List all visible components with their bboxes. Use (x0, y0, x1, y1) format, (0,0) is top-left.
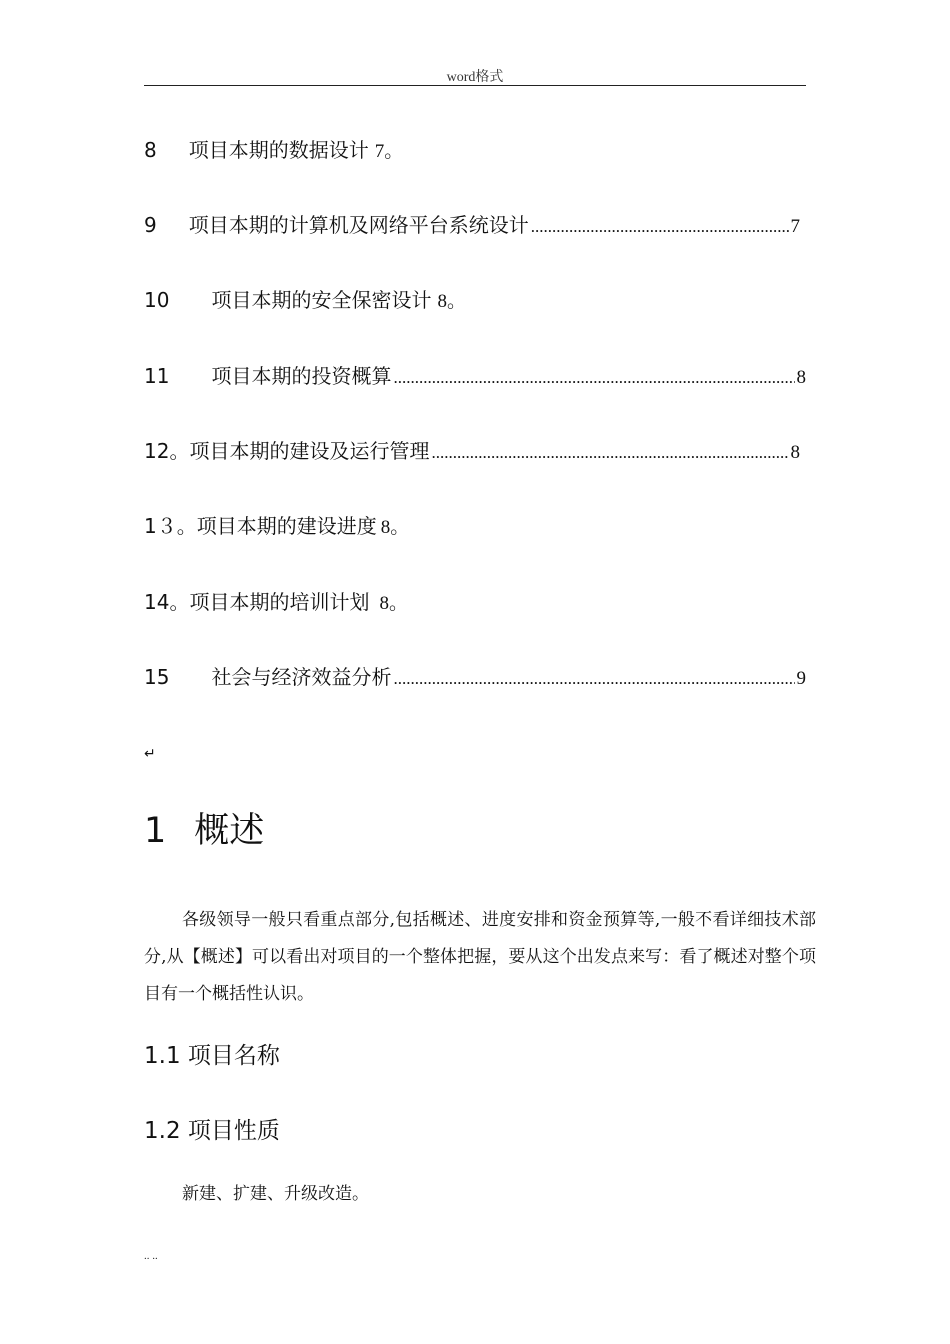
toc-entry (144, 288, 466, 314)
toc-title: 项目本期的建设及运行管理 (189, 439, 430, 463)
toc-leader (393, 667, 794, 691)
toc-page: 8。 (437, 291, 466, 312)
toc-number: 12。 (144, 439, 190, 463)
subsection-number: 1.2 (144, 1118, 181, 1144)
toc-number: 15 (144, 665, 170, 689)
toc-number: 8 (144, 138, 157, 162)
paragraph-mark: ↵ (144, 746, 156, 762)
subsection-heading (144, 1037, 280, 1070)
toc-entry (144, 364, 806, 390)
toc-entry (144, 439, 806, 465)
toc-number: 11 (144, 364, 170, 388)
toc-entry (144, 665, 806, 691)
toc-page: 9 (796, 668, 806, 689)
toc-title: 项目本期的投资概算 (211, 364, 392, 388)
toc-entry (144, 138, 403, 164)
subsection-title: 项目性质 (187, 1118, 280, 1144)
project-nature-text: 新建、扩建、升级改造。 (182, 1184, 369, 1204)
toc-title: 项目本期的计算机及网络平台系统设计 (188, 213, 529, 237)
toc-leader (531, 215, 789, 239)
toc-leader (393, 366, 794, 390)
toc-entry (144, 514, 409, 540)
toc-page: 8。 (380, 517, 410, 538)
toc-entry (144, 213, 806, 239)
toc-number: 1３。 (144, 514, 197, 538)
toc-title: 社会与经济效益分析 (211, 665, 392, 689)
toc-title: 项目本期的建设进度 (196, 514, 377, 538)
page-header: word格式 (446, 70, 504, 85)
section-heading (144, 803, 264, 853)
toc-title: 项目本期的安全保密设计 (211, 288, 432, 312)
toc-number: 14。 (144, 590, 190, 614)
section-title: 概述 (194, 811, 265, 851)
header-rule (144, 85, 806, 86)
toc-page: 8。 (379, 593, 408, 614)
toc-page: 7。 (374, 141, 404, 162)
toc-page: 8 (790, 442, 800, 463)
toc-title: 项目本期的培训计划 (189, 590, 370, 614)
toc-page: 8 (796, 367, 806, 388)
page-footer: .. .. (144, 1250, 158, 1262)
section-number: 1 (144, 811, 167, 851)
toc-title: 项目本期的数据设计 (188, 138, 369, 162)
subsection-heading (144, 1112, 280, 1145)
toc-number: 9 (144, 213, 157, 237)
toc-number: 10 (144, 288, 170, 312)
intro-paragraph: 各级领导一般只看重点部分,包括概述、进度安排和资金预算等,一般不看详细技术部分,从【概述】可以看出对项目的一个整体把握，要从这个出发点来写：看了概述对整个项目有一个概括性认识。 (144, 910, 816, 1004)
toc-entry (144, 590, 408, 616)
subsection-title: 项目名称 (187, 1043, 280, 1069)
toc-page: 7 (790, 216, 800, 237)
subsection-number: 1.1 (144, 1043, 181, 1069)
toc-leader (431, 441, 788, 465)
